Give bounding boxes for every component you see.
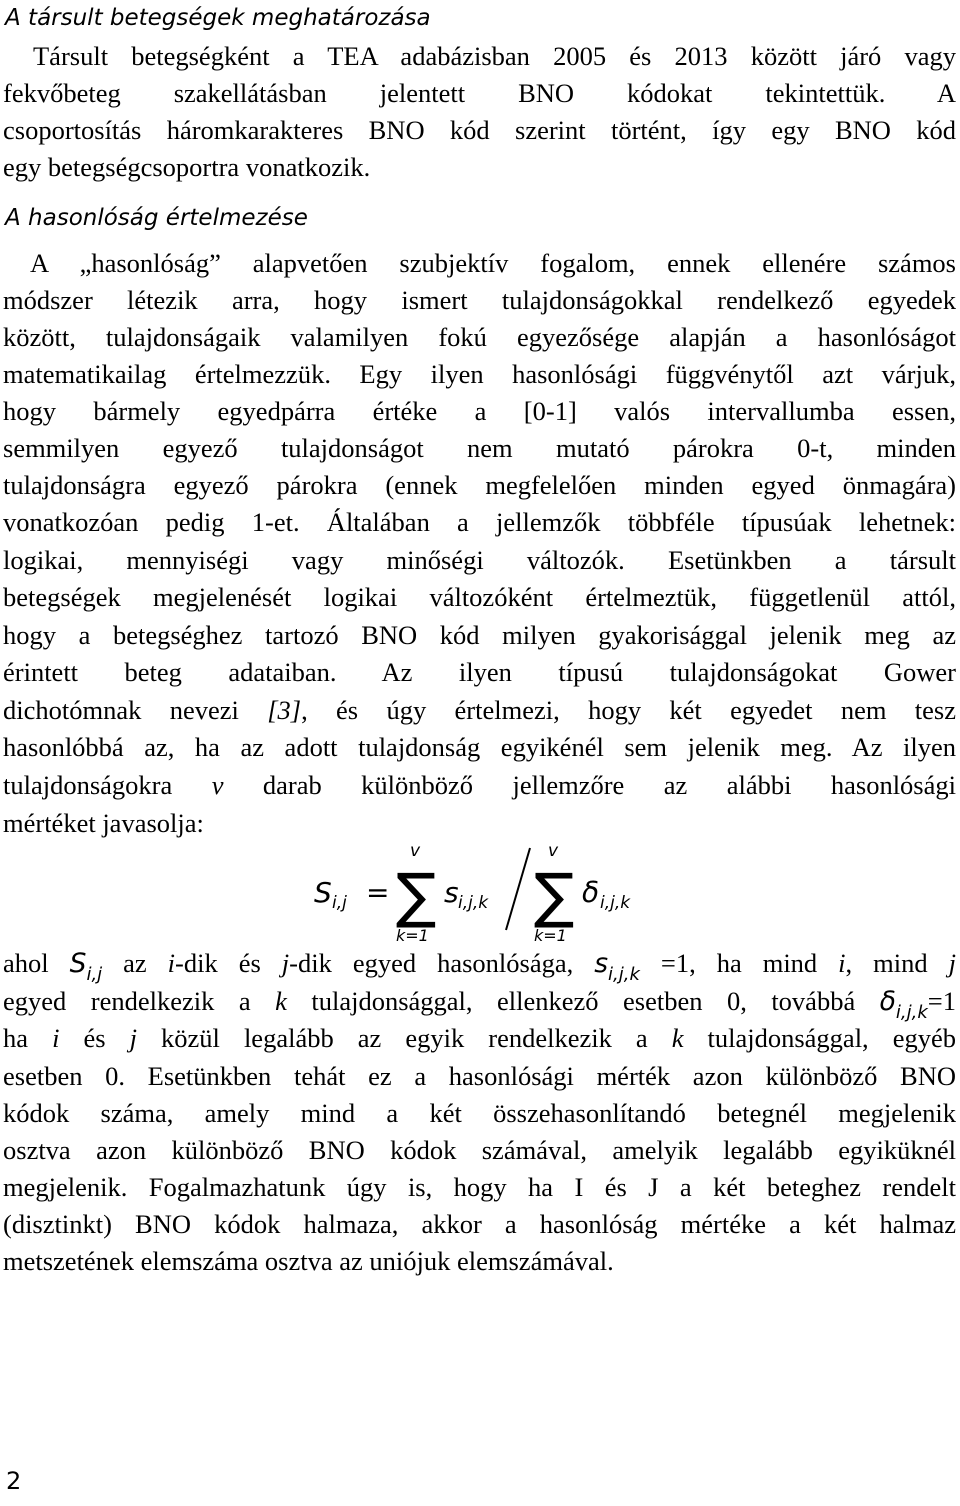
- formula-term-s-sub: i,j,k: [458, 893, 489, 913]
- paragraph-line: hogy a betegséghez tartozó BNO kód milyen gyakorisággal jelenik meg az: [3, 620, 956, 650]
- formula-lhs: S: [314, 876, 332, 909]
- fraction-slash: [506, 848, 530, 930]
- similarity-formula: [312, 838, 652, 950]
- paragraph-line: hasonlóbbá az, ha az adott tulajdonság egyikénél sem jelenik meg. Az ilyen: [3, 732, 956, 762]
- paragraph-line: hogy bármely egyedpárra értéke a [0-1] valós intervallumba essen,: [3, 396, 956, 426]
- formula-lhs-sub: i,j: [332, 893, 347, 913]
- formula-term-delta-sub: i,j,k: [600, 893, 631, 913]
- section-heading-similarity: A hasonlóság értelmezése: [5, 205, 308, 231]
- paragraph-line: osztva azon különböző BNO kódok számával, amelyik legalább egyiküknél: [3, 1135, 956, 1165]
- formula-term-s: s: [444, 876, 459, 909]
- sum-symbol: ∑: [396, 861, 437, 931]
- paragraph-line: tulajdonságra egyező párokra (ennek megfelelően minden egyed önmagára): [3, 470, 956, 500]
- citation-reference: [3]: [267, 695, 302, 725]
- paragraph-line: (disztinkt) BNO kódok halmaza, akkor a hasonlóság mértéke a két halmaz: [3, 1209, 956, 1239]
- paragraph-line: betegségek megjelenését logikai változóként értelmeztük, függetlenül attól,: [3, 582, 956, 612]
- sum-upper-limit: v: [410, 841, 421, 861]
- paragraph-line: egy betegségcsoportra vonatkozik.: [3, 152, 371, 182]
- formula-term-delta: δ: [582, 876, 600, 909]
- paragraph-line: tulajdonságokra v darab különböző jellemzőre az alábbi hasonlósági: [3, 770, 956, 800]
- formula-equals: =: [366, 876, 390, 909]
- paragraph-line: között, tulajdonságaik valamilyen fokú egyezősége alapján a hasonlóságot: [3, 322, 956, 352]
- page-number: 2: [6, 1467, 22, 1495]
- paragraph-line: fekvőbeteg szakellátásban jelentett BNO kódokat tekintettük. A: [3, 78, 956, 108]
- paragraph-line: csoportosítás háromkarakteres BNO kód szerint történt, így egy BNO kód: [3, 115, 956, 145]
- paragraph-line: érintett beteg adataiban. Az ilyen típusú tulajdonságokat Gower: [3, 657, 956, 687]
- sum-lower-limit: k=1: [534, 926, 567, 945]
- section-heading-associated-diseases: A társult betegségek meghatározása: [5, 5, 431, 31]
- sum-lower-limit: k=1: [396, 926, 429, 945]
- sum-symbol: ∑: [534, 861, 575, 931]
- paragraph-line: ahol $S_{i,j}$ az i-dik és j-dik egyed hasonlósága, $s_{i,j,k} =1$, ha mind i, mind j: [3, 948, 956, 985]
- sum-upper-limit: v: [548, 841, 559, 861]
- paragraph-line: dichotómnak nevezi [3], és úgy értelmezi, hogy két egyedet nem tesz: [3, 695, 956, 725]
- paragraph-line: Társult betegségként a TEA adabázisban 2005 és 2013 között járó vagy: [33, 41, 956, 71]
- paragraph-line: kódok száma, amely mind a két összehasonlítandó betegnél megjelenik: [3, 1098, 956, 1128]
- paragraph-line: módszer létezik arra, hogy ismert tulajdonságokkal rendelkező egyedek: [3, 285, 956, 315]
- paragraph-line: A „hasonlóság” alapvetően szubjektív fogalom, ennek ellenére számos: [30, 248, 956, 278]
- paragraph-line: mértéket javasolja:: [3, 808, 204, 838]
- paragraph-line: matematikailag értelmezzük. Egy ilyen hasonlósági függvénytől azt várjuk,: [3, 359, 956, 389]
- paragraph-line: esetben 0. Esetünkben tehát ez a hasonlósági mérték azon különböző BNO: [3, 1061, 956, 1091]
- paragraph-line: vonatkozóan pedig 1-et. Általában a jellemzők többféle típusúak lehetnek:: [3, 507, 956, 537]
- paragraph-line: semmilyen egyező tulajdonságot nem mutató párokra 0-t, minden: [3, 433, 956, 463]
- paragraph-line: ha i és j közül legalább az egyik rendelkezik a k tulajdonsággal, egyéb: [3, 1023, 957, 1053]
- paragraph-line: metszetének elemszáma osztva az uniójuk elemszámával.: [3, 1246, 614, 1276]
- paragraph-line: logikai, mennyiségi vagy minőségi változók. Esetünkben a társult: [3, 545, 956, 575]
- paragraph-line: megjelenik. Fogalmazhatunk úgy is, hogy ha I és J a két beteghez rendelt: [3, 1172, 956, 1202]
- paragraph-line: egyed rendelkezik a k tulajdonsággal, ellenkező esetben 0, továbbá $\delta_{i,j,k}=1$: [3, 986, 956, 1023]
